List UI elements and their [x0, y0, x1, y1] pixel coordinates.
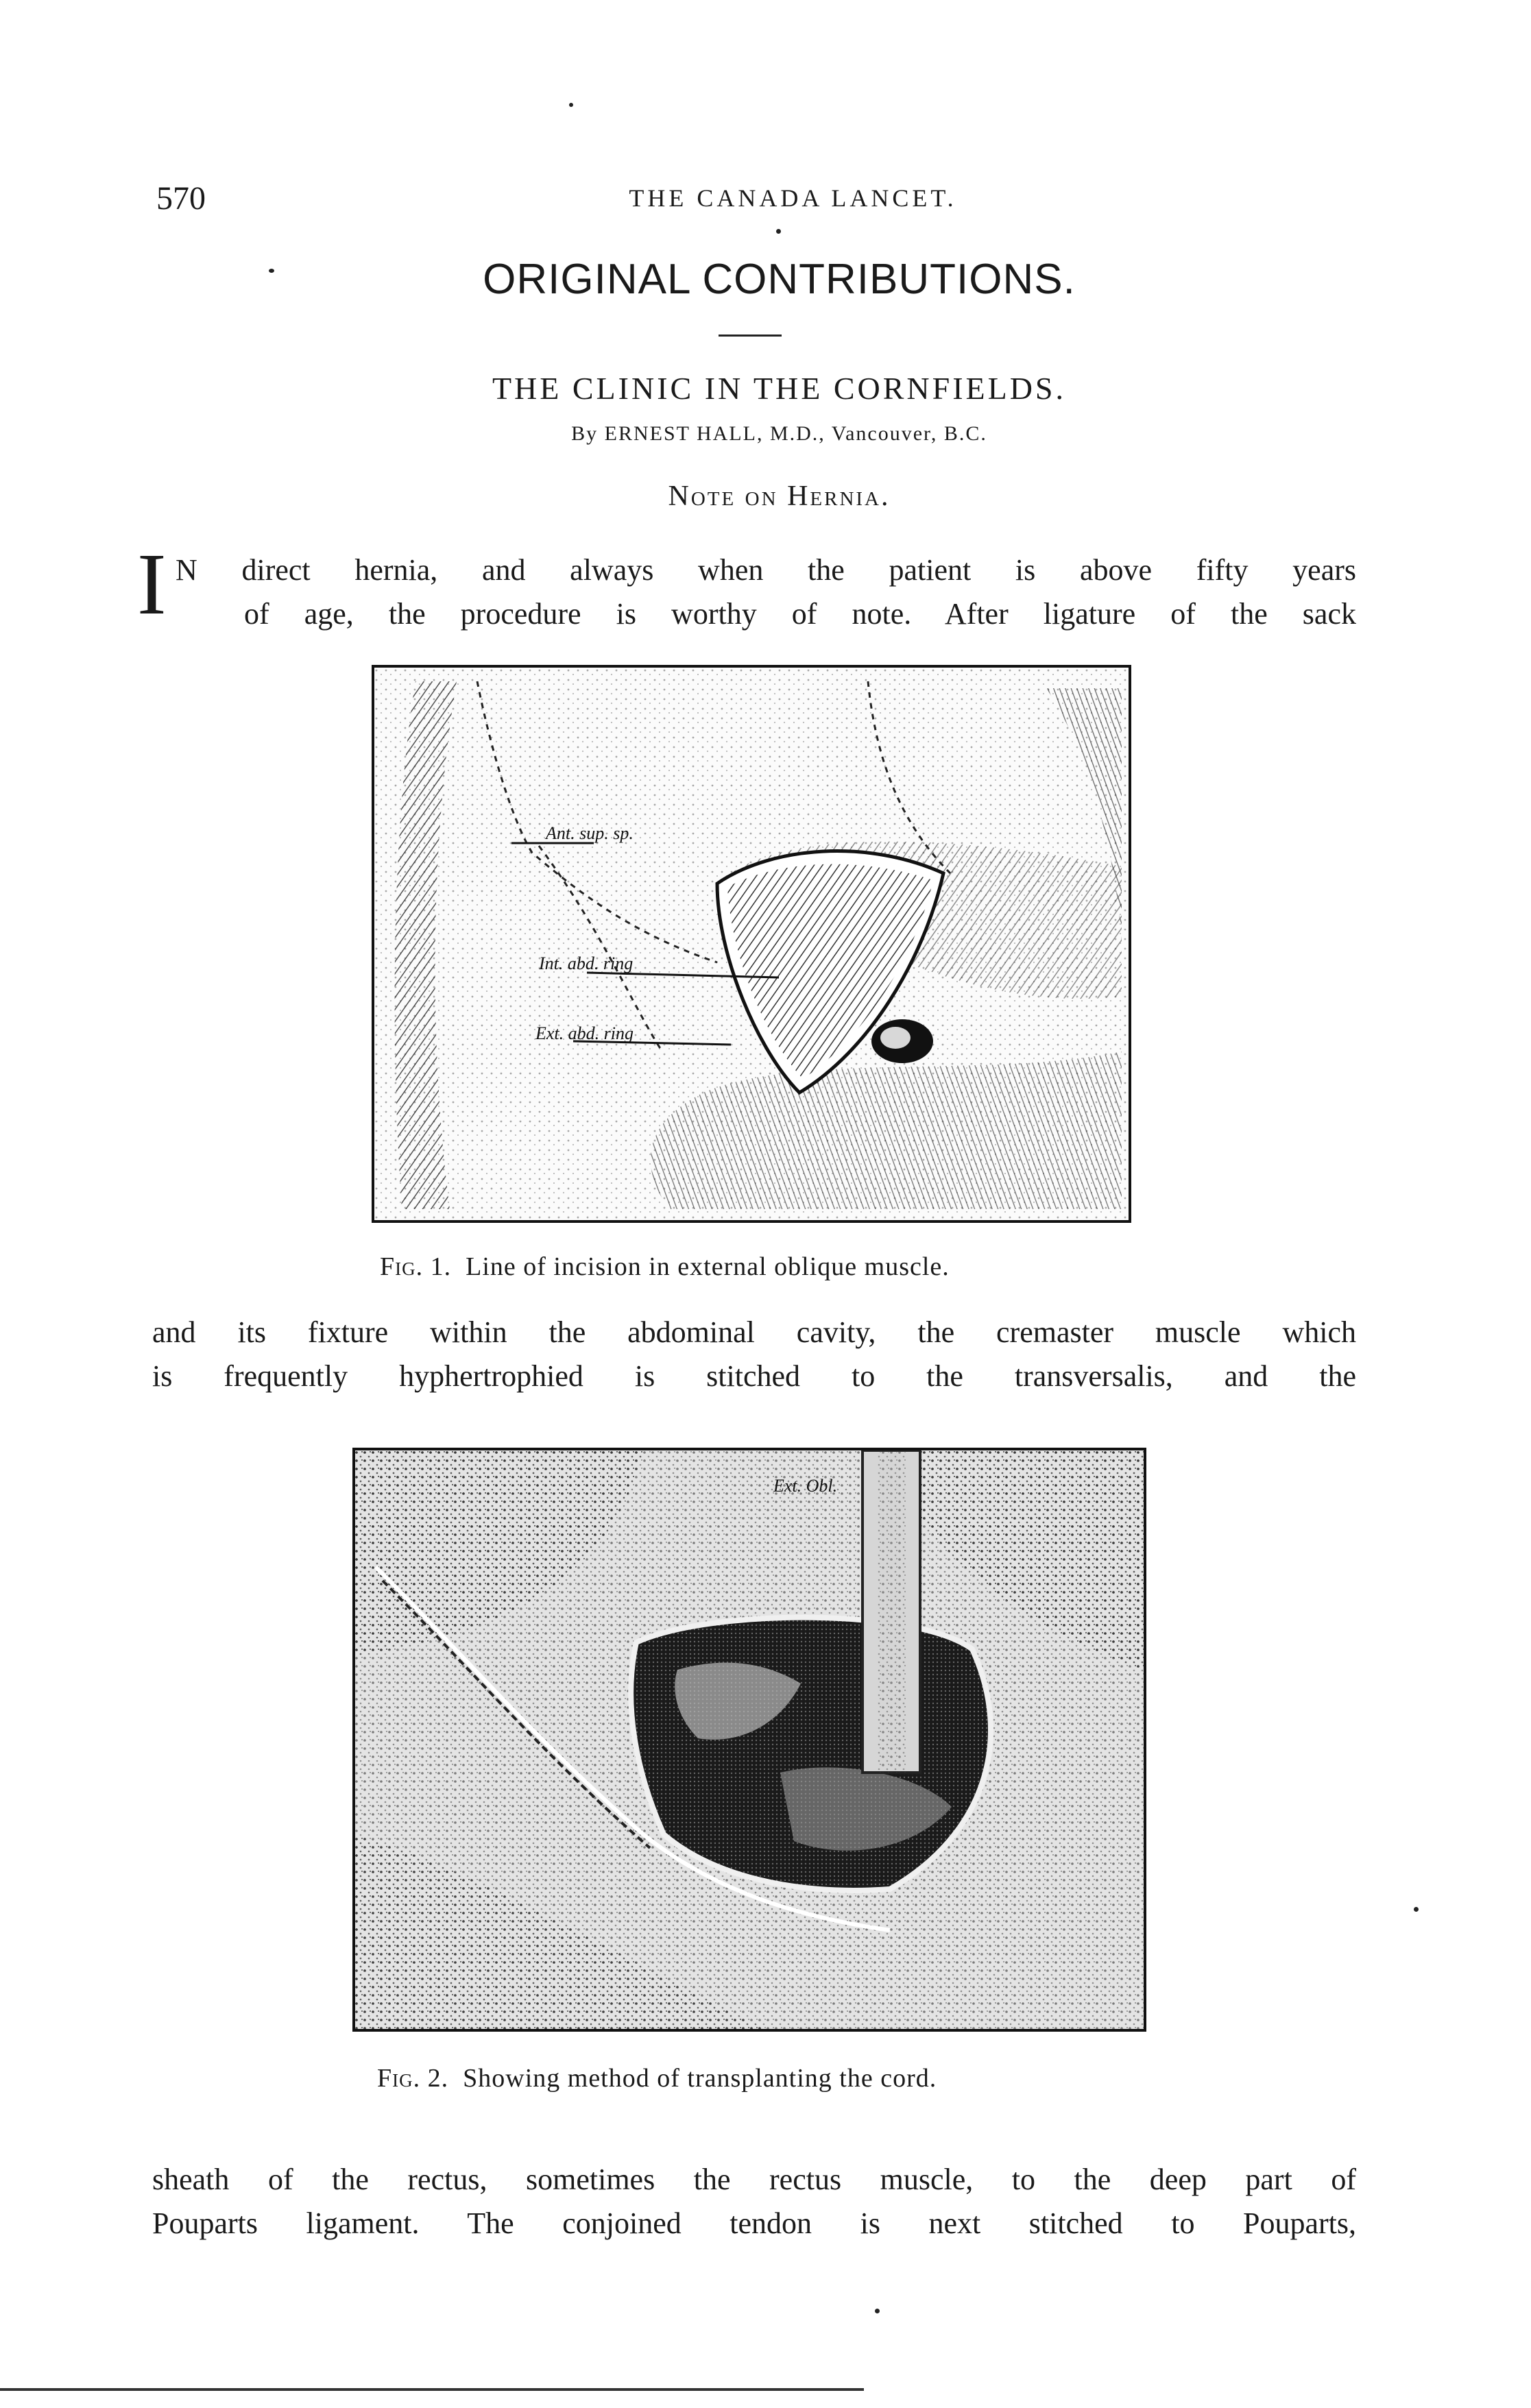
paragraph-line: and its fixture within the abdominal cavity, the cremaster muscle which	[152, 1315, 1356, 1349]
subheading: Note on Hernia.	[668, 481, 891, 512]
figure-1-caption-text: Line of incision in external oblique muscle.	[466, 1252, 950, 1281]
figure-2-caption	[377, 2063, 937, 2093]
paragraph-line: Pouparts ligament. The conjoined tendon is next stitched to Pouparts,	[152, 2206, 1356, 2240]
speck	[776, 229, 781, 234]
figure-1-illustration	[372, 665, 1131, 1223]
speck	[1414, 1907, 1419, 1912]
speck	[569, 103, 573, 107]
paragraph-line: N direct hernia, and always when the patient is above fifty years	[176, 553, 1356, 587]
figure-2-illustration	[352, 1448, 1146, 2032]
fig1-annotation: Ant. sup. sp.	[546, 823, 634, 843]
article-title: THE CLINIC IN THE CORNFIELDS.	[492, 371, 1067, 406]
figure-1-caption	[380, 1252, 950, 1282]
paragraph-line: of age, the procedure is worthy of note. After ligature of the sack	[244, 597, 1356, 631]
paragraph-line: sheath of the rectus, sometimes the rectus muscle, to the deep part of	[152, 2163, 1356, 2196]
paragraph-line: is frequently hyphertrophied is stitched to the transversalis, and the	[152, 1359, 1356, 1393]
running-head	[0, 180, 1531, 221]
fig2-annotation: Ext. Obl.	[773, 1476, 838, 1496]
figure-2-drawing	[355, 1450, 1144, 2029]
figure-1-drawing	[374, 668, 1129, 1220]
figure-2-caption-text: Showing method of transplanting the cord.	[463, 2064, 937, 2093]
figure-2-label: Fig. 2.	[377, 2064, 449, 2093]
figure-1-label: Fig. 1.	[380, 1252, 452, 1281]
byline: By ERNEST HALL, M.D., Vancouver, B.C.	[571, 422, 987, 445]
section-title: ORIGINAL CONTRIBUTIONS.	[483, 256, 1076, 303]
fig1-annotation: Int. abd. ring	[539, 953, 634, 973]
title-rule	[719, 335, 782, 337]
bottom-rule	[0, 2388, 864, 2391]
fig1-annotation: Ext. abd. ring	[535, 1023, 634, 1043]
speck	[875, 2309, 880, 2313]
journal-title: THE CANADA LANCET.	[629, 184, 957, 212]
drop-cap: I	[137, 535, 167, 633]
page-number: 570	[156, 180, 206, 217]
